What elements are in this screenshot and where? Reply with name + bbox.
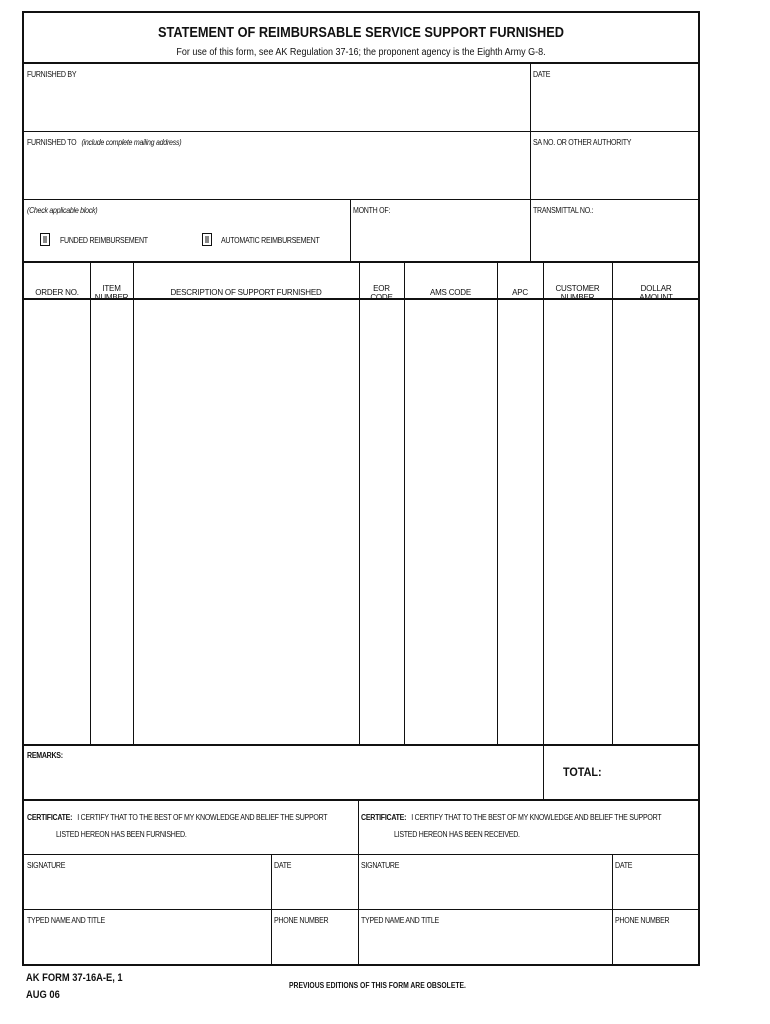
right-date-field[interactable] [613, 855, 700, 909]
divider [133, 262, 134, 745]
divider [612, 262, 613, 745]
remarks-label: REMARKS: [27, 751, 63, 760]
furnished-to-hint: (include complete mailing address) [81, 138, 182, 147]
furnished-to-text: FURNISHED TO [27, 138, 77, 147]
col-apc: APC [512, 288, 528, 298]
total-field[interactable] [604, 746, 700, 799]
check-block-text: (Check applicable block) [27, 206, 98, 215]
remarks-field[interactable] [24, 746, 542, 799]
reimbursable-support-form [22, 11, 700, 966]
sa-no-field[interactable] [531, 132, 700, 199]
support-items-table-body[interactable] [24, 300, 700, 744]
obsolete-note: PREVIOUS EDITIONS OF THIS FORM ARE OBSOLETE. [289, 981, 466, 990]
transmittal-field[interactable] [531, 200, 700, 261]
transmittal-label: TRANSMITTAL NO.: [533, 206, 594, 215]
month-of-label: MONTH OF: [353, 206, 391, 215]
left-signature-label: SIGNATURE [27, 861, 66, 870]
divider [497, 262, 498, 745]
divider [359, 262, 360, 745]
col-eor-code: EOR CODE [370, 283, 393, 302]
automatic-label: AUTOMATIC REIMBURSEMENT [221, 236, 320, 245]
right-phone-label: PHONE NUMBER [615, 916, 670, 925]
date-label: DATE [533, 70, 551, 79]
form-id: AK FORM 37-16A-E, 1 AUG 06 [26, 972, 123, 1002]
left-certificate-line2: LISTED HEREON HAS BEEN FURNISHED. [56, 830, 187, 839]
divider [24, 799, 698, 801]
divider [24, 261, 698, 263]
left-certificate-text: I CERTIFY THAT TO THE BEST OF MY KNOWLEDGE AND BELIEF THE SUPPORT [77, 813, 328, 822]
form-subtitle: For use of this form, see AK Regulation 37-16; the proponent agency is the Eighth Army G-8. [176, 47, 546, 58]
form-title: STATEMENT OF REIMBURSABLE SERVICE SUPPORT FURNISHED [158, 24, 564, 41]
col-dollar-amount: DOLLAR AMOUNT [639, 283, 673, 302]
furnished-by-label: FURNISHED BY [27, 70, 77, 79]
right-date-label: DATE [615, 861, 633, 870]
divider [404, 262, 405, 745]
left-certificate-heading: CERTIFICATE: [27, 813, 73, 822]
divider [90, 262, 91, 745]
divider [530, 200, 531, 261]
left-signature-field[interactable] [24, 855, 270, 909]
total-label: TOTAL: [563, 765, 602, 779]
left-typed-name-label: TYPED NAME AND TITLE [27, 916, 105, 925]
right-certificate-line1 [361, 814, 661, 822]
col-description: DESCRIPTION OF SUPPORT FURNISHED [170, 288, 322, 298]
left-phone-field[interactable] [272, 910, 357, 965]
date-field[interactable] [531, 63, 700, 131]
right-certificate-text: I CERTIFY THAT TO THE BEST OF MY KNOWLEDGE AND BELIEF THE SUPPORT [411, 813, 662, 822]
check-block-label [27, 207, 97, 215]
divider [543, 262, 544, 800]
funded-label: FUNDED REIMBURSEMENT [60, 236, 148, 245]
furnished-to-field[interactable] [24, 132, 529, 199]
left-certificate-line1 [27, 814, 327, 822]
right-typed-name-label: TYPED NAME AND TITLE [361, 916, 439, 925]
left-phone-label: PHONE NUMBER [274, 916, 329, 925]
right-certificate-line2: LISTED HEREON HAS BEEN RECEIVED. [394, 830, 520, 839]
sa-no-label: SA NO. OR OTHER AUTHORITY [533, 138, 632, 147]
left-date-field[interactable] [272, 855, 357, 909]
right-signature-field[interactable] [359, 855, 611, 909]
automatic-checkbox[interactable] [202, 233, 212, 246]
left-date-label: DATE [274, 861, 292, 870]
col-ams-code: AMS CODE [429, 288, 472, 298]
col-customer-number: CUSTOMER NUMBER [555, 283, 600, 302]
col-order-no: ORDER NO. [35, 288, 79, 298]
right-typed-name-field[interactable] [359, 910, 611, 965]
right-certificate-heading: CERTIFICATE: [361, 813, 407, 822]
funded-checkbox[interactable] [40, 233, 50, 246]
right-phone-field[interactable] [613, 910, 700, 965]
furnished-by-field[interactable] [24, 63, 529, 131]
month-of-field[interactable] [351, 200, 529, 261]
col-item-number: ITEM NUMBER [94, 283, 129, 302]
left-typed-name-field[interactable] [24, 910, 270, 965]
right-signature-label: SIGNATURE [361, 861, 400, 870]
